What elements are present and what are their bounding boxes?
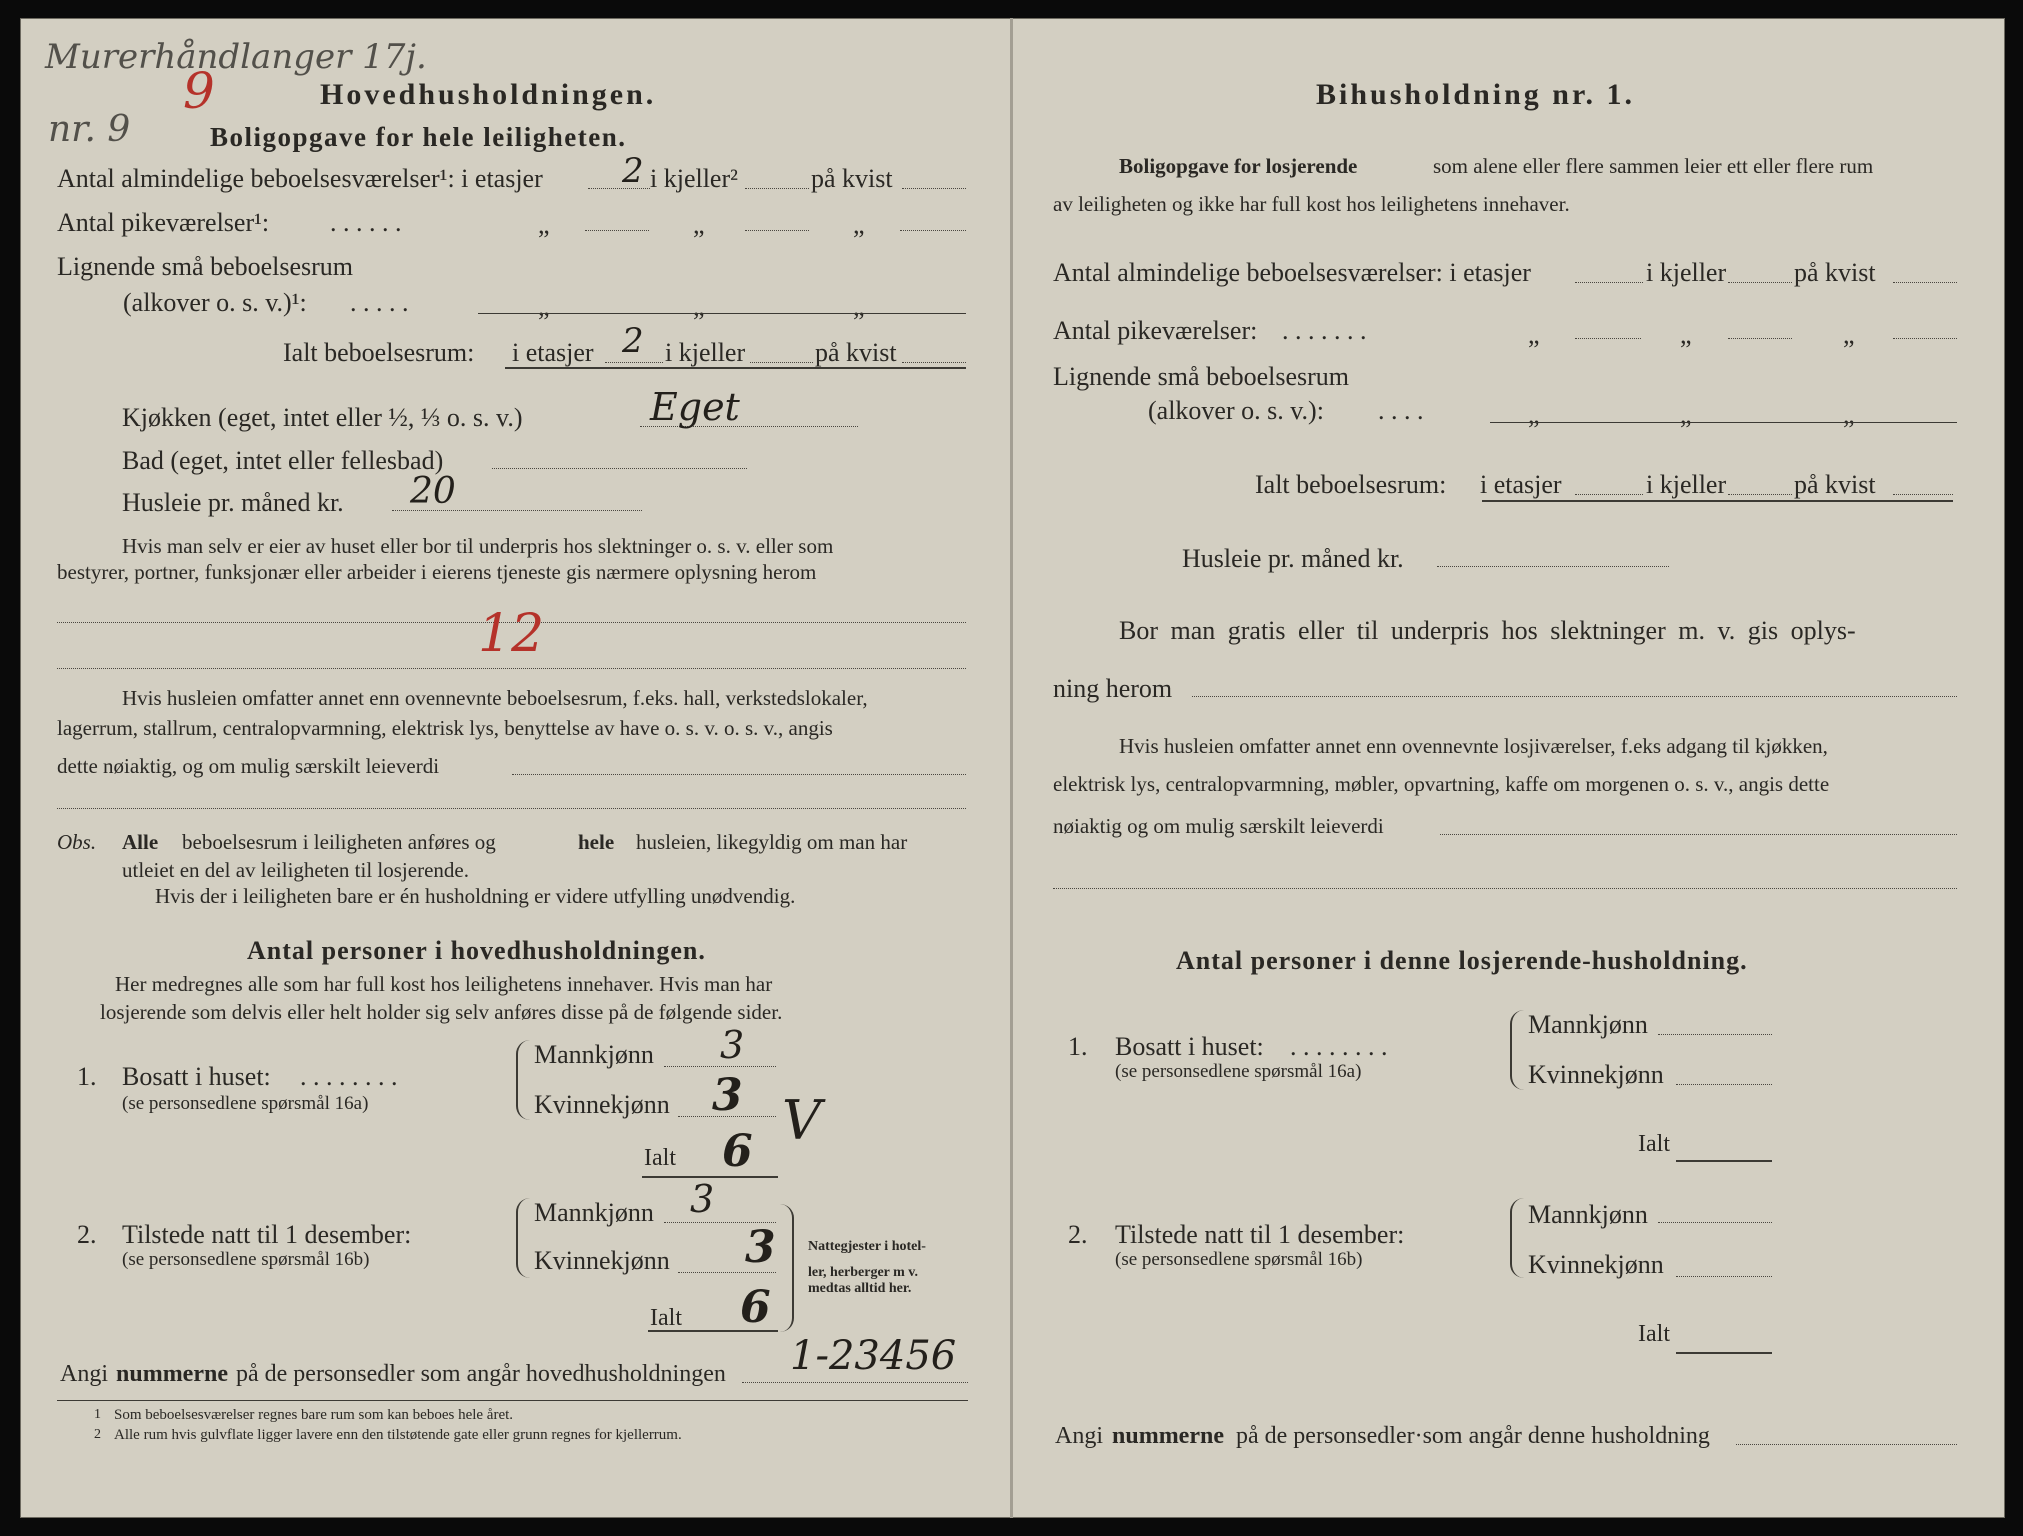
r-rooms-kjeller-field[interactable]: [1728, 282, 1792, 283]
maid-rooms-dots: . . . . . .: [330, 208, 402, 237]
numbers-label-c: på de personsedler som angår hovedhusholdningen: [236, 1361, 726, 1387]
r-item1-brace: [1510, 1010, 1524, 1090]
item1-brace: [516, 1040, 530, 1120]
r-rent-includes-line2: elektrisk lys, centralopvarmning, møbler, opvartning, kaffe om morgenen o. s. v., angis dette: [1053, 772, 1830, 796]
r-item2-number: 2.: [1068, 1220, 1088, 1249]
owner-note-field-2[interactable]: [57, 668, 966, 669]
item1-kvinne-label: Kvinnekjønn: [534, 1090, 670, 1119]
r-persons-title: Antal personer i denne losjerende-husholdning.: [1176, 946, 1748, 975]
numbers-field[interactable]: [742, 1382, 968, 1383]
r-small-rooms-label: Lignende små beboelsesrum: [1053, 362, 1350, 391]
r-small-rooms-dots: . . . .: [1378, 396, 1424, 425]
persons-note-line2: losjerende som delvis eller helt holder sig selv anføres disse på de følgende sider.: [100, 1000, 783, 1024]
item2-mann-label: Mannkjønn: [534, 1198, 654, 1227]
kitchen-label: Kjøkken (eget, intet eller ½, ⅓ o. s. v.): [122, 403, 523, 432]
r-item2-label: Tilstede natt til 1 desember:: [1115, 1220, 1405, 1249]
handwritten-number: nr. 9: [48, 109, 131, 150]
rent-includes-line1: Hvis husleien omfatter annet enn ovennevnte beboelsesrum, f.eks. hall, verkstedslokaler,: [122, 686, 868, 710]
quote-mark: „: [853, 210, 865, 239]
r-item1-kvinne-label: Kvinnekjønn: [1528, 1060, 1664, 1089]
bath-label: Bad (eget, intet eller fellesbad): [122, 446, 444, 475]
rent-value: 20: [410, 471, 456, 512]
total-etasjer-value: 2: [622, 321, 644, 361]
r-numbers-label-b: nummerne: [1112, 1423, 1224, 1449]
r-item2-mann-label: Mannkjønn: [1528, 1200, 1648, 1229]
total-rooms-label: Ialt beboelsesrum:: [283, 338, 475, 367]
quote-mark: „: [538, 292, 550, 321]
red-annotation: 12: [478, 604, 545, 664]
obs-alle: Alle: [122, 830, 159, 854]
r-maid-rooms-dots: . . . . . . .: [1282, 316, 1367, 345]
item2-mann-value: 3: [690, 1177, 715, 1221]
item1-kvinne-value: 3: [712, 1070, 743, 1121]
item1-label: Bosatt i huset:: [122, 1062, 271, 1091]
r-maid-kjeller-field[interactable]: [1728, 338, 1792, 339]
r-item1-label: Bosatt i huset:: [1115, 1032, 1264, 1061]
rent-includes-line2: lagerrum, stallrum, centralopvarmning, elektrisk lys, benyttelse av have o. s. v. o. s. v., angis: [57, 716, 833, 740]
quote-mark: „: [1843, 320, 1855, 349]
obs-line3: Hvis der i leiligheten bare er én husholdning er videre utfylling unødvendig.: [155, 884, 796, 908]
r-item2-kvinne-label: Kvinnekjønn: [1528, 1250, 1664, 1279]
footnote2: Alle rum hvis gulvflate ligger lavere enn den tilstøtende gate eller grunn regnes for kjellerrum.: [114, 1427, 682, 1443]
page-title: Hovedhusholdningen.: [320, 78, 657, 111]
obs-hele: hele: [578, 830, 615, 854]
r-item2-ialt-line[interactable]: [1676, 1352, 1772, 1354]
free-rent-line1: Bor man gratis eller til underpris hos slektninger m. v. gis oplys-: [1119, 616, 1856, 645]
r-item1-mann-label: Mannkjønn: [1528, 1010, 1648, 1039]
r-numbers-label-a: Angi: [1055, 1423, 1103, 1449]
r-total-kjeller-field[interactable]: [1728, 494, 1792, 495]
small-rooms-underline: [478, 313, 966, 314]
r-rooms-kvist-field[interactable]: [1893, 282, 1957, 283]
item1-mann-value: 3: [720, 1023, 745, 1067]
footnote1-marker: 1: [94, 1407, 101, 1422]
quote-mark: „: [538, 210, 550, 239]
rent-includes-field[interactable]: [512, 774, 966, 775]
owner-note-line2: bestyrer, portner, funksjonær eller arbeider i eierens tjeneste gis nærmere oplysning herom: [57, 560, 817, 584]
r-rooms-kvist-label: på kvist: [1794, 258, 1876, 287]
item2-kvinne-value: 3: [745, 1222, 776, 1273]
r-item1-ialt-line[interactable]: [1676, 1160, 1772, 1162]
item2-ialt-label: Ialt: [650, 1305, 682, 1331]
item2-ialt-value: 6: [740, 1282, 771, 1333]
maid-rooms-label: Antal pikeværelser¹:: [57, 208, 270, 237]
r-total-etasjer-field[interactable]: [1575, 494, 1643, 495]
rooms-kjeller-field[interactable]: [745, 188, 809, 189]
total-kjeller-field[interactable]: [750, 362, 813, 363]
r-total-kvist-field[interactable]: [1893, 494, 1953, 495]
quote-mark: „: [1680, 400, 1692, 429]
r-rooms-label: Antal almindelige beboelsesværelser: i etasjer: [1053, 258, 1531, 287]
item1-number: 1.: [77, 1062, 97, 1091]
quote-mark: „: [1528, 320, 1540, 349]
maid-etasjer-field[interactable]: [585, 230, 649, 231]
r-item1-sublabel: (se personsedlene spørsmål 16a): [1115, 1061, 1362, 1082]
r-total-rooms-label: Ialt beboelsesrum:: [1255, 470, 1447, 499]
item2-right-brace: [780, 1204, 794, 1332]
small-rooms-dots: . . . . .: [350, 288, 409, 317]
r-rent-label: Husleie pr. måned kr.: [1182, 544, 1404, 573]
free-rent-line2: ning herom: [1053, 674, 1173, 703]
item2-brace: [516, 1198, 530, 1278]
quote-mark: „: [693, 210, 705, 239]
r-rent-field[interactable]: [1437, 566, 1669, 567]
persons-title: Antal personer i hovedhusholdningen.: [247, 936, 706, 965]
handwritten-occupation: Murerhåndlanger 17j.: [45, 37, 427, 77]
r-total-kjeller-label: i kjeller: [1646, 470, 1727, 499]
r-small-rooms-sublabel: (alkover o. s. v.):: [1148, 396, 1324, 425]
r-small-rooms-underline: [1490, 422, 1957, 423]
item1-mann-label: Mannkjønn: [534, 1040, 654, 1069]
r-maid-rooms-label: Antal pikeværelser:: [1053, 316, 1258, 345]
rooms-label: Antal almindelige beboelsesværelser¹: i etasjer: [57, 164, 543, 193]
r-rent-includes-line3: nøiaktig og om mulig særskilt leieverdi: [1053, 814, 1384, 838]
small-rooms-label: Lignende små beboelsesrum: [57, 252, 354, 281]
numbers-label-a: Angi: [60, 1361, 108, 1387]
r-total-etasjer-label: i etasjer: [1480, 470, 1562, 499]
kitchen-value: Eget: [650, 385, 740, 429]
maid-kvist-field[interactable]: [900, 230, 966, 231]
r-item2-kvinne-field[interactable]: [1676, 1276, 1772, 1277]
red-number: 9: [183, 62, 215, 120]
r-rent-includes-field[interactable]: [1440, 834, 1957, 835]
r-total-kvist-label: på kvist: [1794, 470, 1876, 499]
rooms-kvist-field[interactable]: [902, 188, 966, 189]
quote-mark: „: [693, 292, 705, 321]
maid-kjeller-field[interactable]: [745, 230, 809, 231]
footnote1: Som beboelsesværelser regnes bare rum som kan beboes hele året.: [114, 1407, 514, 1423]
check-mark: V: [782, 1089, 821, 1152]
item2-sublabel: (se personsedlene spørsmål 16b): [122, 1249, 370, 1270]
quote-mark: „: [1843, 400, 1855, 429]
page-subtitle: Boligopgave for hele leiligheten.: [210, 122, 627, 152]
r-item2-brace: [1510, 1198, 1524, 1278]
intro-bold: Boligopgave for losjerende: [1119, 154, 1358, 178]
total-kjeller-label: i kjeller: [665, 338, 746, 367]
r-rooms-etasjer-field[interactable]: [1575, 282, 1643, 283]
rooms-kvist-label: på kvist: [811, 164, 893, 193]
numbers-value: 1-23456: [790, 1333, 957, 1379]
page-title-right: Bihusholdning nr. 1.: [1316, 78, 1636, 111]
small-rooms-sublabel: (alkover o. s. v.)¹:: [123, 288, 307, 317]
obs-text1: beboelsesrum i leiligheten anføres og: [182, 830, 496, 854]
r-item2-mann-field[interactable]: [1658, 1222, 1772, 1223]
total-underline: [505, 367, 966, 369]
item1-sublabel: (se personsedlene spørsmål 16a): [122, 1093, 369, 1114]
r-rooms-kjeller-label: i kjeller: [1646, 258, 1727, 287]
rooms-kjeller-label: i kjeller²: [650, 164, 738, 193]
bath-field[interactable]: [492, 468, 747, 469]
r-item1-kvinne-field[interactable]: [1676, 1084, 1772, 1085]
r-maid-etasjer-field[interactable]: [1575, 338, 1641, 339]
r-maid-kvist-field[interactable]: [1893, 338, 1957, 339]
r-item1-number: 1.: [1068, 1032, 1088, 1061]
r-rent-includes-line1: Hvis husleien omfatter annet enn ovennevnte losjiværelser, f.eks adgang til kjøkken,: [1119, 734, 1828, 758]
r-item1-dots: . . . . . . . .: [1290, 1032, 1388, 1061]
quote-mark: „: [853, 292, 865, 321]
guests-note-line1: Nattegjester i hotel-: [808, 1239, 926, 1254]
r-item2-ialt-label: Ialt: [1638, 1321, 1670, 1347]
total-etasjer-field[interactable]: [605, 362, 663, 363]
r-total-underline: [1482, 500, 1953, 502]
rent-label: Husleie pr. måned kr.: [122, 488, 344, 517]
r-item1-ialt-label: Ialt: [1638, 1131, 1670, 1157]
quote-mark: „: [1680, 320, 1692, 349]
total-kvist-label: på kvist: [815, 338, 897, 367]
r-item2-sublabel: (se personsedlene spørsmål 16b): [1115, 1249, 1363, 1270]
item2-label: Tilstede natt til 1 desember:: [122, 1220, 412, 1249]
page-fold: [1010, 18, 1013, 1518]
rent-includes-line3: dette nøiaktig, og om mulig særskilt leieverdi: [57, 754, 440, 778]
intro-line1: som alene eller flere sammen leier ett eller flere rum: [1433, 154, 1874, 178]
r-numbers-field[interactable]: [1736, 1444, 1957, 1445]
r-item1-mann-field[interactable]: [1658, 1034, 1772, 1035]
item2-kvinne-label: Kvinnekjønn: [534, 1246, 670, 1275]
footnote-divider: [57, 1400, 968, 1401]
quote-mark: „: [1528, 400, 1540, 429]
obs-label: Obs.: [57, 830, 97, 854]
item1-dots: . . . . . . . .: [300, 1062, 398, 1091]
guests-note-line3: medtas alltid her.: [808, 1281, 912, 1296]
item1-ialt-value: 6: [722, 1126, 753, 1177]
r-numbers-label-c: på de personsedler·som angår denne husholdning: [1236, 1423, 1710, 1449]
rooms-etasjer-value: 2: [622, 151, 644, 191]
numbers-label-b: nummerne: [116, 1361, 228, 1387]
total-kvist-field[interactable]: [902, 362, 966, 363]
owner-note-line1: Hvis man selv er eier av huset eller bor til underpris hos slektninger o. s. v. eller som: [122, 534, 834, 558]
persons-note-line1: Her medregnes alle som har full kost hos leilighetens innehaver. Hvis man har: [115, 972, 773, 996]
guests-note-line2: ler, herberger m v.: [808, 1265, 919, 1280]
rent-includes-field-2[interactable]: [57, 808, 966, 809]
intro-line2: av leiligheten og ikke har full kost hos leilighetens innehaver.: [1053, 192, 1570, 216]
item1-ialt-label: Ialt: [644, 1145, 676, 1171]
obs-text2: husleien, likegyldig om man har: [636, 830, 908, 854]
total-etasjer-label: i etasjer: [512, 338, 594, 367]
obs-line2: utleiet en del av leiligheten til losjerende.: [122, 858, 469, 882]
r-rent-includes-field-2[interactable]: [1053, 888, 1957, 889]
free-rent-field[interactable]: [1192, 696, 1957, 697]
footnote2-marker: 2: [94, 1427, 101, 1442]
item2-number: 2.: [77, 1220, 97, 1249]
